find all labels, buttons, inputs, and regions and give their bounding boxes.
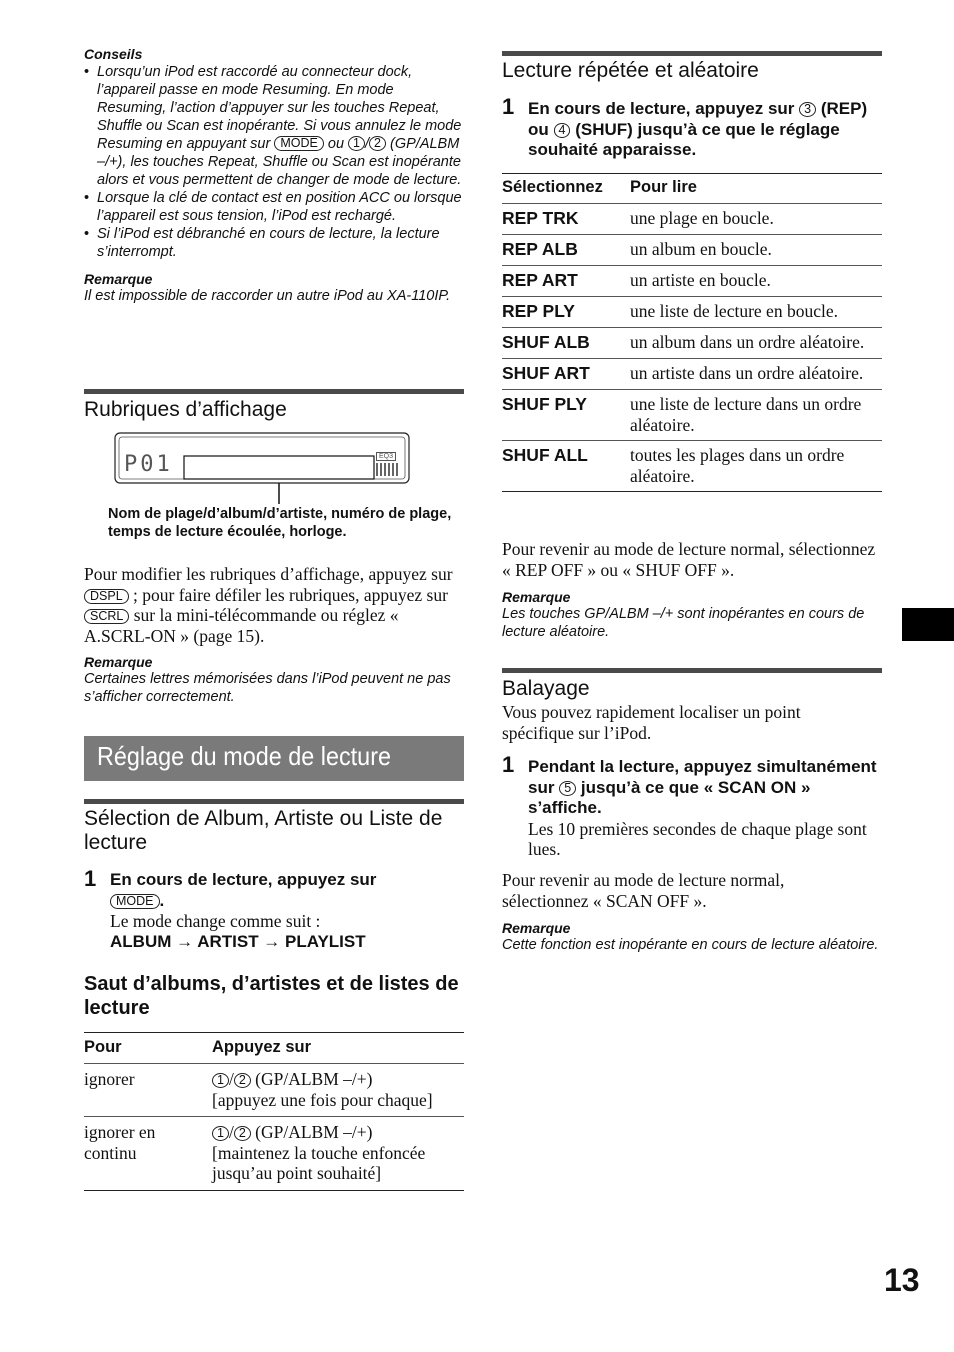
table-row (502, 297, 882, 328)
mode-sequence: ALBUM → ARTIST → PLAYLIST (110, 931, 366, 951)
note-block (502, 920, 882, 954)
note-block (84, 654, 464, 706)
key-5: 5 (559, 781, 576, 796)
note-text: Il est impossible de raccorder un autre iPod au XA-110IP. (84, 288, 451, 304)
tips-list (84, 63, 464, 261)
key-1: 1 (212, 1073, 229, 1088)
scan-step: Pendant la lecture, appuyez simultanément sur 5 jusqu’à ce que « SCAN ON » s’affiche. Les 10 premières secondes de chaque plage sont lues. (528, 757, 882, 860)
scrl-key: SCRL (84, 609, 129, 624)
page-number: 13 (884, 1262, 920, 1298)
table-cell: un album dans un ordre aléatoire. (630, 332, 865, 352)
mode-key: MODE (274, 136, 324, 151)
table-header: Sélectionnez (502, 178, 603, 196)
table-row (502, 441, 882, 492)
display-paragraph: Pour modifier les rubriques d’affichage, appuyez sur DSPL ; pour faire défiler les rubriques, appuyez sur SCRL sur la mini-télécommande ou réglez « A.SCRL-ON » (page 15). (84, 564, 453, 646)
table-cell: REP ART (502, 270, 578, 290)
tip-item: • Lorsqu’un iPod est raccordé au connecteur dock, l’appareil passe en mode Resuming. En mode Resuming, l’action d’appuyer sur les touches Repeat, Shuffle ou Scan est inopérante. Si vous annulez le mode Resuming en appuyant sur MODE ou 1 / 2 (GP/ALBM –/+), les touches Repeat, Shuffle ou Scan est inopérante alors et vous permettent de changer de mode de lecture. (84, 63, 464, 189)
table-cell: ignorer (84, 1069, 135, 1089)
chapter-tab-marker (902, 608, 954, 641)
skip-table (84, 1032, 464, 1191)
note-heading: Remarque (502, 589, 571, 605)
section-rule (502, 51, 882, 56)
table-cell: REP PLY (502, 301, 575, 321)
note-text: Cette fonction est inopérante en cours de lecture aléatoire. (502, 937, 879, 953)
selection-step: En cours de lecture, appuyez sur MODE . Le mode change comme suit : ALBUM → ARTIST → PLAYLIST (110, 870, 464, 952)
table-cell: REP ALB (502, 239, 578, 259)
table-cell: 1 / 2 (GP/ALBM –/+) [maintenez la touche enfoncée jusqu’au point souhaité] (212, 1122, 426, 1183)
selection-body: Le mode change comme suit : (110, 911, 321, 931)
table-cell: une liste de lecture dans un ordre aléatoire. (630, 394, 862, 435)
table-row (502, 390, 882, 441)
table-cell: un artiste en boucle. (630, 270, 771, 290)
table-cell: ignorer en continu (84, 1122, 156, 1163)
table-row (502, 204, 882, 235)
key-4: 4 (554, 123, 571, 138)
scan-after-text: Pour revenir au mode de lecture normal, sélectionnez « SCAN OFF ». (502, 870, 785, 911)
tip-item: • Si l’iPod est débranché en cours de lecture, la lecture s’interrompt. (84, 225, 464, 261)
note-heading: Remarque (502, 920, 571, 936)
key-1: 1 (348, 136, 365, 151)
table-header-row (84, 1033, 464, 1064)
table-cell: 1 / 2 (GP/ALBM –/+) [appuyez une fois pour chaque] (212, 1069, 433, 1110)
table-cell: SHUF ART (502, 363, 590, 383)
repeat-heading: Lecture répétée et aléatoire (502, 59, 759, 82)
section-rule (84, 389, 464, 394)
tips-block (84, 46, 464, 305)
step-number: 1 (84, 866, 97, 891)
table-row (502, 266, 882, 297)
lcd-text: P01 (124, 452, 173, 477)
section-rule (84, 799, 464, 804)
table-header-row (502, 174, 882, 204)
repeat-after-text: Pour revenir au mode de lecture normal, sélectionnez « REP OFF » ou « SHUF OFF ». (502, 539, 876, 580)
table-row (84, 1117, 464, 1191)
table-header: Pour lire (630, 178, 697, 196)
key-3: 3 (799, 102, 816, 117)
mode-key: MODE (110, 894, 160, 909)
table-cell: une liste de lecture en boucle. (630, 301, 838, 321)
step-number: 1 (502, 94, 515, 119)
table-row (502, 235, 882, 266)
key-1: 1 (212, 1126, 229, 1141)
display-heading: Rubriques d’affichage (84, 398, 287, 421)
scan-step-body: Les 10 premières secondes de chaque plage sont lues. (528, 818, 867, 859)
table-header: Appuyez sur (212, 1038, 312, 1056)
note-heading: Remarque (84, 271, 153, 287)
banner-title: Réglage du mode de lecture (97, 741, 392, 771)
table-cell: SHUF PLY (502, 394, 587, 414)
table-cell: SHUF ALL (502, 445, 588, 465)
repeat-table (502, 173, 882, 492)
table-row (84, 1064, 464, 1117)
lcd-bars-icon (376, 463, 398, 476)
table-cell: un album en boucle. (630, 239, 772, 259)
table-cell: REP TRK (502, 208, 579, 228)
table-cell: SHUF ALB (502, 332, 590, 352)
tips-heading: Conseils (84, 46, 143, 62)
note-block (502, 589, 882, 641)
table-cell: une plage en boucle. (630, 208, 774, 228)
selection-heading: Sélection de Album, Artiste ou Liste de lecture (84, 807, 443, 854)
key-2: 2 (369, 136, 386, 151)
step-number: 1 (502, 752, 515, 777)
table-row (502, 328, 882, 359)
note-text: Les touches GP/ALBM –/+ sont inopérantes en cours de lecture aléatoire. (502, 606, 865, 640)
repeat-step: En cours de lecture, appuyez sur 3 (REP) ou 4 (SHUF) jusqu’à ce que le réglage souhaité apparaisse. (528, 99, 868, 159)
lcd-caption: Nom de plage/d’album/d’artiste, numéro de plage, temps de lecture écoulée, horloge. (108, 506, 452, 540)
table-header: Pour (84, 1038, 122, 1056)
tip-item: • Lorsque la clé de contact est en position ACC ou lorsque l’appareil est sous tension, l’iPod est rechargé. (84, 189, 464, 225)
note-heading: Remarque (84, 654, 153, 670)
dspl-key: DSPL (84, 589, 129, 604)
table-cell: un artiste dans un ordre aléatoire. (630, 363, 864, 383)
key-2: 2 (234, 1073, 251, 1088)
lcd-illustration (114, 432, 410, 484)
skip-heading: Saut d’albums, d’artistes et de listes de lecture (84, 973, 459, 1019)
note-text: Certaines lettres mémorisées dans l’iPod peuvent ne pas s’afficher correctement. (84, 671, 451, 705)
scan-heading: Balayage (502, 677, 590, 700)
lcd-eq-badge: EQ3 (376, 452, 396, 461)
key-2: 2 (234, 1126, 251, 1141)
scan-intro: Vous pouvez rapidement localiser un point spécifique sur l’iPod. (502, 702, 801, 743)
section-rule (502, 668, 882, 673)
section-banner (84, 736, 464, 781)
table-row (502, 359, 882, 390)
table-cell: toutes les plages dans un ordre aléatoire. (630, 445, 845, 486)
